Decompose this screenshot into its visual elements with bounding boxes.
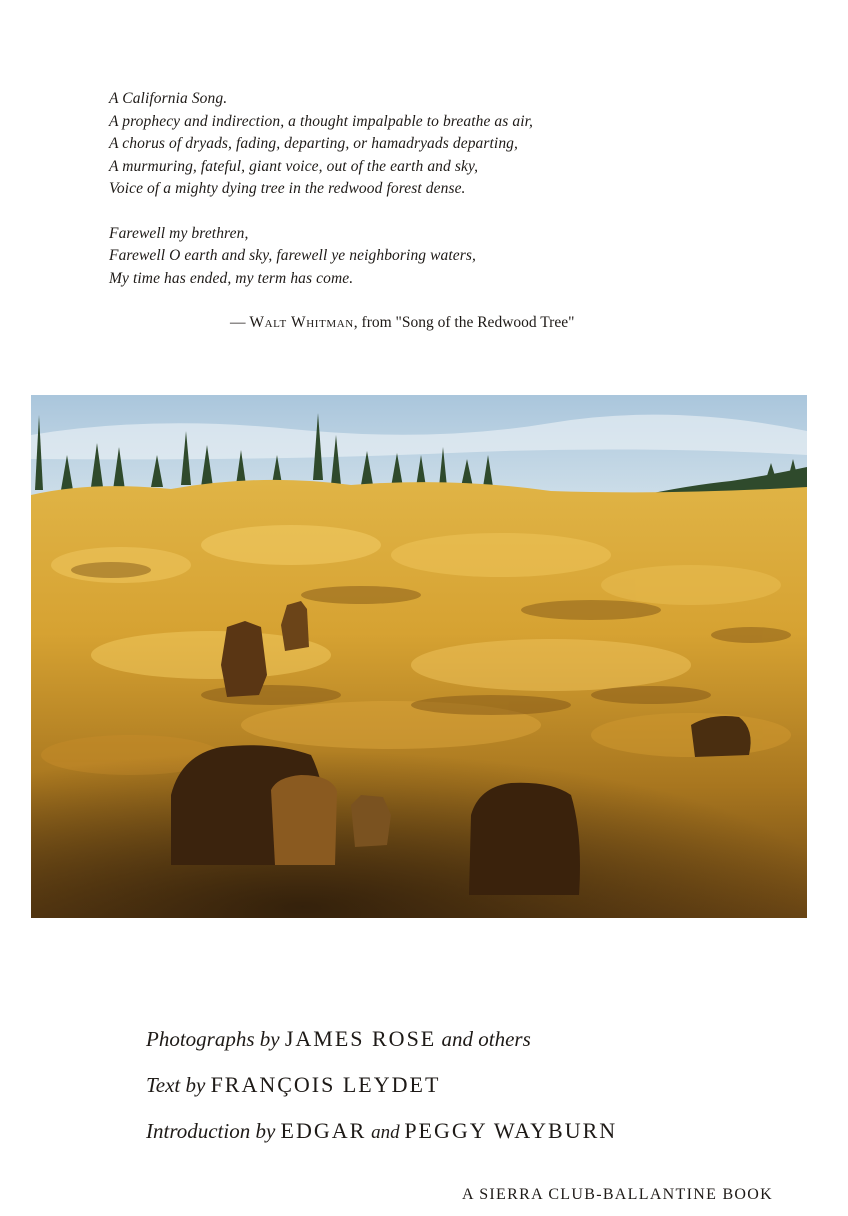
attribution-dash: — — [230, 314, 250, 331]
publisher-imprint: A SIERRA CLUB-BALLANTINE BOOK — [461, 1186, 773, 1203]
poem-line: Farewell O earth and sky, farewell ye neighboring waters, — [109, 247, 477, 264]
clearcut-photograph — [31, 395, 807, 918]
credit-suffix: and others — [436, 1027, 531, 1051]
credit-name: PEGGY WAYBURN — [404, 1118, 618, 1143]
credit-conjunction: and — [366, 1122, 405, 1143]
credit-introduction — [146, 1118, 617, 1164]
credit-role: Text by — [146, 1073, 211, 1097]
credit-photographs — [146, 1026, 617, 1072]
poem-line: Farewell my brethren, — [109, 224, 249, 242]
stanza-break — [109, 201, 749, 223]
credit-name: FRANÇOIS LEYDET — [210, 1072, 441, 1097]
poem-line: A California Song. — [109, 90, 228, 107]
attribution-author: Walt Whitman — [249, 314, 354, 331]
poem-line: A murmuring, fateful, giant voice, out of the earth and sky, — [109, 157, 479, 175]
credit-name: EDGAR — [280, 1118, 367, 1143]
epigraph-poem — [109, 88, 749, 290]
poem-line: A chorus of dryads, fading, departing, or hamadryads departing, — [109, 135, 519, 152]
credit-name: JAMES ROSE — [284, 1026, 437, 1051]
poem-line: Voice of a mighty dying tree in the redwood forest dense. — [109, 180, 466, 197]
poem-line: My time has ended, my term has come. — [109, 269, 354, 287]
clearcut-illustration — [31, 395, 807, 918]
credit-role: Introduction by — [146, 1119, 281, 1143]
attribution-source: , from "Song of the Redwood Tree" — [353, 314, 575, 331]
poem-attribution — [230, 314, 574, 332]
credit-role: Photographs by — [146, 1027, 285, 1051]
poem-line: A prophecy and indirection, a thought impalpable to breathe as air, — [109, 112, 534, 130]
credit-text — [146, 1072, 617, 1118]
book-credits — [146, 1026, 617, 1164]
